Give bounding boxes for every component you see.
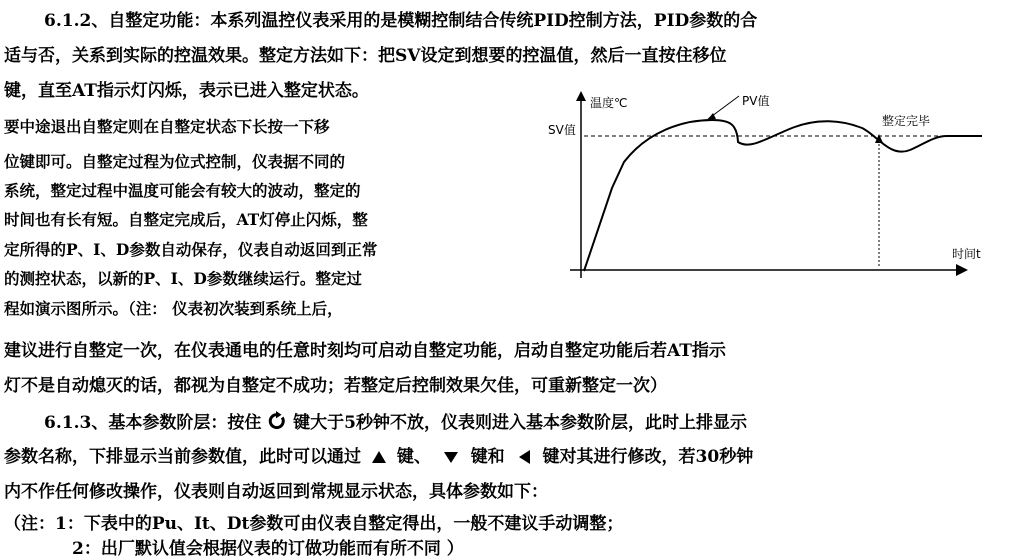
paragraph-line [4,446,753,471]
paragraph-line: 要中途退出自整定则在自整定状态下长按一下移 [4,117,330,136]
paragraph-line: 灯不是自动熄灭的话，都视为自整定不成功；若整定后控制效果欠佳，可重新整定一次） [4,376,667,396]
left-key-icon [517,449,531,471]
line-text: 键、 [396,447,431,467]
paragraph-line: 系统，整定过程中温度可能会有较大的波动，整定的 [4,181,361,200]
up-key-icon [371,449,387,471]
line-text: 参数名称，下排显示当前参数值，此时可以通过 [4,447,361,467]
paragraph-line: 位键即可。自整定过程为位式控制，仪表据不同的 [4,152,346,171]
paragraph-line: 定所得的P、I、D参数自动保存，仪表自动返回到正常 [4,240,378,259]
down-key-icon [443,449,459,471]
sv-label: SV值 [548,123,576,137]
paragraph-line: 时间也有长有短。自整定完成后，AT灯停止闪烁，整 [4,210,368,229]
paragraph-line: 的测控状态，以新的P、I、D参数继续运行。整定过 [4,269,362,288]
paragraph-line: 程如演示图所示。（注： 仪表初次装到系统上后， [4,299,343,318]
x-axis-label: 时间t [952,247,981,261]
autotune-chart [548,88,1024,288]
rotate-key-icon [267,411,287,437]
line-text: 键和 [470,447,505,467]
paragraph-line: （注：1：下表中的Pu、It、Dt参数可由仪表自整定得出，一般不建议手动调整； [4,514,624,534]
x-axis-arrow-icon [956,264,968,276]
line-text: 键对其进行修改，若30秒钟 [542,447,754,467]
paragraph-line: 键，直至AT指示灯闪烁，表示已进入整定状态。 [4,81,369,101]
pv-curve [584,120,982,271]
paragraph-line: 2：出厂默认值会根据仪表的订做功能而有所不同 ） [72,539,464,559]
paragraph-line: 建议进行自整定一次，在仪表通电的任意时刻均可启动自整定功能，启动自整定功能后若AT指示 [4,341,726,361]
paragraph-line: 适与否，关系到实际的控温效果。整定方法如下：把SV设定到想要的控温值，然后一直按住移位 [4,46,727,66]
pv-label: PV值 [742,94,770,108]
line-text: 6.1.3、基本参数阶层：按住 [44,413,262,433]
paragraph-line [44,411,747,437]
paragraph-line: 6.1.2、自整定功能：本系列温控仪表采用的是模糊控制结合传统PID控制方法，PID参数的合 [44,11,758,31]
line-text: 键大于5秒钟不放，仪表则进入基本参数阶层，此时上排显示 [293,413,747,433]
tuning-complete-label: 整定完毕 [882,114,931,128]
y-axis-arrow-icon [576,91,586,101]
y-axis-label: 温度℃ [590,96,628,110]
paragraph-line: 内不作任何修改操作，仪表则自动返回到常规显示状态，具体参数如下： [4,482,548,502]
